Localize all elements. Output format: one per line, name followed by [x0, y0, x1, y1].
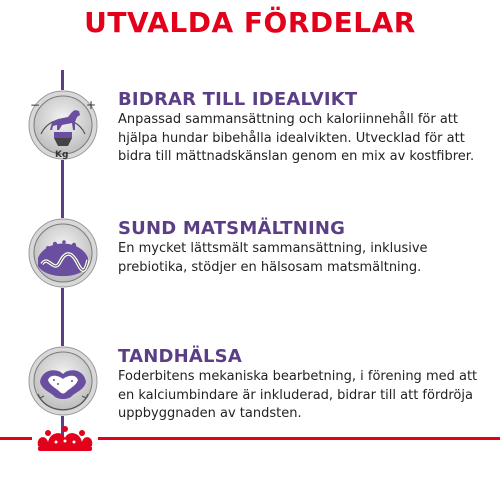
minus-label: − — [30, 98, 41, 112]
timeline-line-2 — [61, 288, 64, 346]
benefit-heading-digestion: SUND MATSMÄLTNING — [118, 218, 346, 239]
benefit-text-digestion: En mycket lättsmält sammansättning, inklusive prebiotika, stödjer en hälsosam matsmältning. — [118, 241, 428, 275]
plus-label: + — [86, 98, 97, 112]
tooth-icon — [28, 346, 98, 416]
benefit-heading-dental: TANDHÄLSA — [118, 346, 242, 367]
kg-label: Kg — [55, 150, 69, 160]
timeline-line-1 — [61, 160, 64, 218]
royal-canin-crown-icon — [32, 424, 98, 454]
page-title: UTVALDA FÖRDELAR — [84, 6, 416, 39]
benefit-heading-weight: BIDRAR TILL IDEALVIKT — [118, 89, 358, 110]
digestion-icon — [28, 218, 98, 288]
footer-line-left — [0, 437, 32, 440]
benefit-text-dental: Foderbitens mekaniska bearbetning, i förening med att en kalciumbindare är inkluderad, bidrar till att fördröja uppbyggnaden av tandsten. — [118, 369, 478, 421]
benefit-text-weight: Anpassad sammansättning och kaloriinnehåll för att hjälpa hundar bibehålla idealvikten. Utvecklad för att bidra till mättnadskänslan genom en mix av kostfibrer. — [118, 112, 475, 164]
footer-line-right — [98, 437, 500, 440]
timeline-line-top — [61, 70, 64, 90]
